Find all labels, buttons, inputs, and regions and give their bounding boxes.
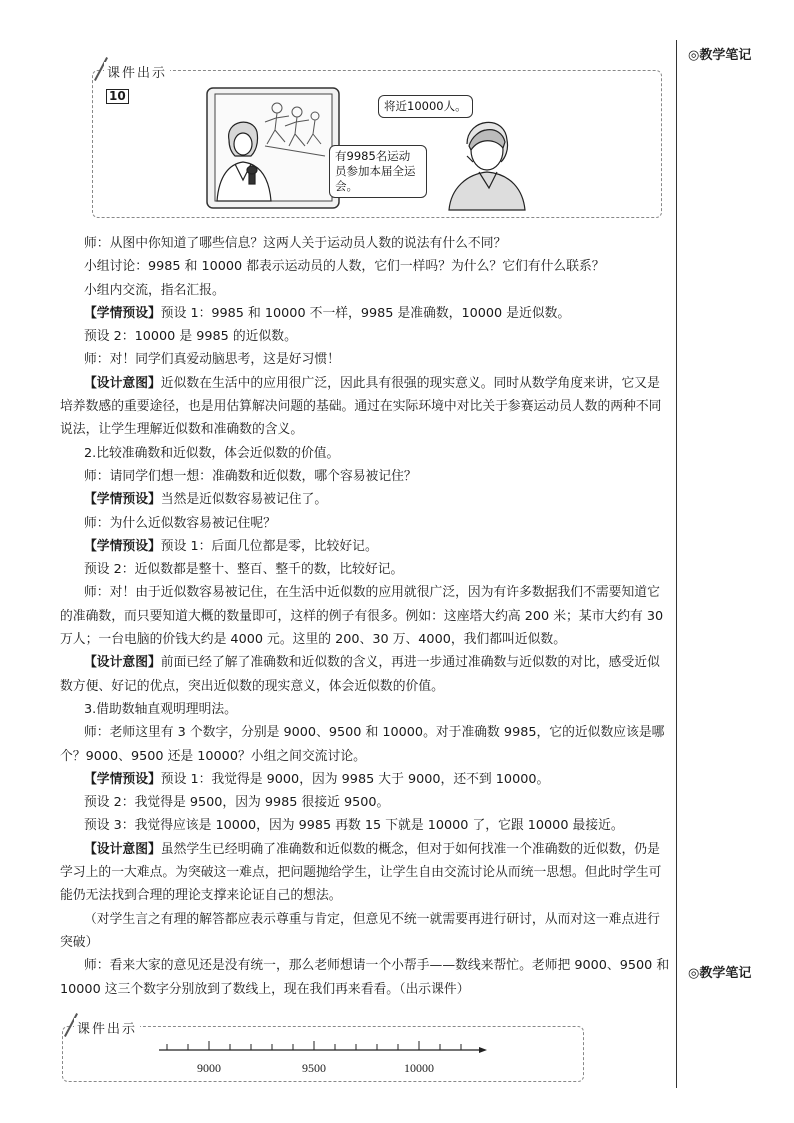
section-tag: 【学情预设】	[84, 305, 161, 321]
paragraph	[60, 535, 670, 558]
paragraph	[60, 768, 670, 791]
paragraph	[60, 698, 670, 721]
paragraph-text: 3.借助数轴直观明理明法。	[84, 701, 237, 717]
speech-bubble-left	[329, 145, 427, 198]
paragraph-text: 前面已经了解了准确数和近似数的含义，再进一步通过准确数与近似数的对比，感受近似数方便、好记的优点，突出近似数的现实意义，体会近似数的价值。	[60, 655, 660, 694]
paragraph	[60, 581, 670, 651]
paragraph-text: 预设 1：我觉得是 9000，因为 9985 大于 9000，还不到 10000。	[160, 771, 550, 787]
paragraph-text: 师：老师这里有 3 个数字，分别是 9000、9500 和 10000。对于准确数 9985，它的近似数应该是哪个？9000、9500 还是 10000？小组之间交流讨论。	[60, 725, 665, 764]
number-line-label: 9500	[302, 1061, 326, 1075]
number-line-label: 10000	[404, 1061, 434, 1075]
paragraph	[60, 488, 670, 511]
paragraph-text: 预设 2：近似数都是整十、整百、整千的数，比较好记。	[84, 562, 404, 578]
paragraph-text: 预设 1：9985 和 10000 不一样，9985 是准确数，10000 是近似数。	[160, 305, 571, 321]
paragraph	[60, 814, 670, 837]
paragraph-text: （对学生言之有理的解答都应表示尊重与肯定，但意见不统一就需要再进行研讨，从而对这一难点进行突破）	[60, 911, 660, 950]
number-line-label: 9000	[197, 1061, 221, 1075]
paragraph-text: 师：看来大家的意见还是没有统一，那么老师想请一个小帮手——数线来帮忙。老师把 9000、9500 和 10000 这三个数字分别放到了数线上，现在我们再来看看。（出示课件）	[60, 958, 670, 997]
section-tag: 【设计意图】	[84, 375, 161, 391]
speech-text-left: 有9985名运动员参加本届全运会。	[335, 149, 416, 193]
paragraph-text: 近似数在生活中的应用很广泛，因此具有很强的现实意义。同时从数学角度来讲，它又是培养数感的重要途径，也是用估算解决问题的基础。通过在实际环境中对比关于参赛运动员人数的两种不同说法，让学生理解近似数和准确数的含义。	[60, 375, 662, 438]
speech-bubble-right	[378, 95, 473, 118]
paragraph-text: 预设 3：我觉得应该是 10000，因为 9985 再数 15 下就是 10000 了，它跟 10000 最接近。	[84, 818, 624, 834]
paragraph-text: 2.比较准确数和近似数，体会近似数的价值。	[84, 445, 340, 461]
paragraph-text: 小组内交流，指名汇报。	[84, 282, 225, 298]
paragraph-text: 师：对！由于近似数容易被记住，在生活中近似数的应用就很广泛，因为有许多数据我们不需要知道它的准确数，而只要知道大概的数量即可，这样的例子有很多。例如：这座塔大约高 200 米；某市大约有 30 万人；一台电脑的价钱大约是 4000 元。这里的 200、30 万、4000，我们都叫近似数。	[60, 585, 664, 648]
speech-text-right: 将近10000人。	[384, 99, 467, 113]
teaching-notes-label-2: ◎教学笔记	[688, 966, 752, 981]
figure-number: 10	[106, 89, 129, 104]
paragraph-text: 师：为什么近似数容易被记住呢？	[84, 515, 276, 531]
paragraph	[60, 954, 670, 1001]
number-line	[155, 1038, 495, 1078]
paragraph	[60, 721, 670, 768]
paragraph-text: 当然是近似数容易被记住了。	[160, 492, 328, 508]
paragraph	[60, 372, 670, 442]
paragraph	[60, 908, 670, 955]
paragraph-text: 预设 2：10000 是 9985 的近似数。	[84, 329, 297, 345]
paragraph	[60, 325, 670, 348]
section-tag: 【学情预设】	[84, 771, 161, 787]
paragraph	[60, 255, 670, 278]
paragraph	[60, 302, 670, 325]
number-line-arrow	[479, 1047, 487, 1053]
paragraph-text: 小组讨论：9985 和 10000 都表示运动员的人数，它们一样吗？为什么？它们有什么联系？	[84, 259, 605, 275]
paragraph	[60, 558, 670, 581]
paragraph	[60, 232, 670, 255]
section-tag: 【设计意图】	[84, 655, 161, 671]
paragraph	[60, 838, 670, 908]
paragraph	[60, 465, 670, 488]
paragraph-text: 师：对！同学们真爱动脑思考，这是好习惯！	[84, 352, 340, 368]
paragraph	[60, 651, 670, 698]
teaching-notes-label: ◎教学笔记	[688, 48, 752, 63]
paragraph	[60, 442, 670, 465]
paragraph-text: 师：请同学们想一想：准确数和近似数，哪个容易被记住？	[84, 468, 417, 484]
courseware-title: 课件出示	[104, 62, 170, 81]
paragraph	[60, 512, 670, 535]
paragraph	[60, 279, 670, 302]
section-tag: 【学情预设】	[84, 538, 161, 554]
courseware-title-2: 课件出示	[74, 1018, 140, 1037]
lesson-content	[60, 232, 670, 1001]
margin-divider	[676, 40, 677, 1088]
paragraph-text: 预设 2：我觉得是 9500，因为 9985 很接近 9500。	[84, 795, 390, 811]
paragraph	[60, 348, 670, 371]
paragraph	[60, 791, 670, 814]
section-tag: 【学情预设】	[84, 492, 161, 508]
paragraph-text: 虽然学生已经明确了准确数和近似数的概念，但对于如何找准一个准确数的近似数，仍是学习上的一大难点。为突破这一难点，把问题抛给学生，让学生自由交流讨论从而统一思想。但此时学生可能仍无法找到合理的理论支撑来论证自己的想法。	[60, 841, 662, 904]
paragraph-text: 预设 1：后面几位都是零，比较好记。	[160, 538, 378, 554]
paragraph-text: 师：从图中你知道了哪些信息？这两人关于运动员人数的说法有什么不同？	[84, 236, 507, 251]
section-tag: 【设计意图】	[84, 841, 161, 857]
